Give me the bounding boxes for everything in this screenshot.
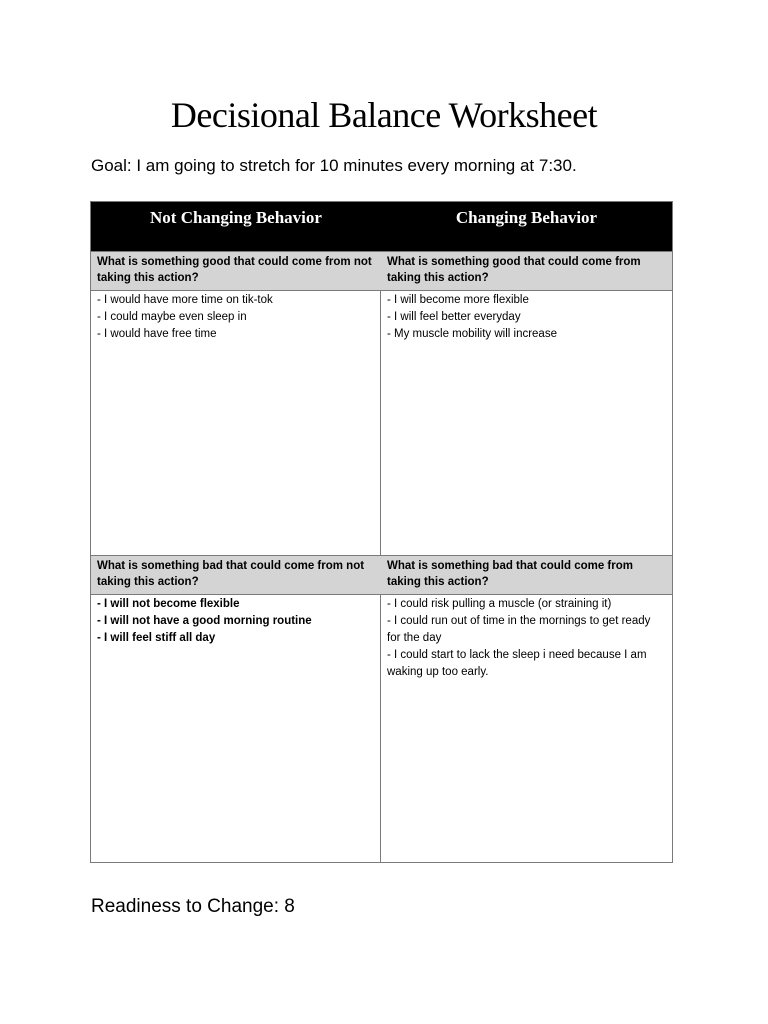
header-not-changing: Not Changing Behavior: [91, 202, 381, 251]
answer-line: - I could maybe even sleep in: [97, 311, 247, 323]
answers-bad-not-changing: [91, 595, 381, 862]
answer-line: - I could run out of time in the mornings to get ready for the day: [387, 615, 651, 644]
question-good-not-changing: What is something good that could come from not taking this action?: [91, 251, 381, 291]
question-bad-not-changing: What is something bad that could come from not taking this action?: [91, 555, 381, 595]
answer-line: - I would have free time: [97, 328, 217, 340]
answer-line: - I will feel stiff all day: [97, 632, 216, 644]
answers-bad-changing: [381, 595, 672, 862]
answer-line: - I will feel better everyday: [387, 311, 521, 323]
decisional-balance-table: [90, 201, 673, 863]
question-bad-changing: What is something bad that could come from taking this action?: [381, 555, 672, 595]
answers-good-not-changing: [91, 291, 381, 555]
answer-line: - I will not have a good morning routine: [97, 615, 312, 627]
readiness-to-change: Readiness to Change: 8: [91, 896, 295, 917]
answer-line: - I would have more time on tik-tok: [97, 294, 273, 306]
question-good-changing: What is something good that could come from taking this action?: [381, 251, 672, 291]
worksheet-title: Decisional Balance Worksheet: [170, 95, 598, 135]
answer-line: - I will not become flexible: [97, 598, 240, 610]
header-changing: Changing Behavior: [381, 202, 672, 251]
goal-statement: Goal: I am going to stretch for 10 minutes every morning at 7:30.: [91, 156, 577, 175]
answers-good-changing: [381, 291, 672, 555]
answer-line: - My muscle mobility will increase: [387, 328, 557, 340]
answer-line: - I could risk pulling a muscle (or straining it): [387, 598, 612, 610]
answer-line: - I will become more flexible: [387, 294, 529, 306]
answer-line: - I could start to lack the sleep i need because I am waking up too early.: [387, 649, 647, 678]
